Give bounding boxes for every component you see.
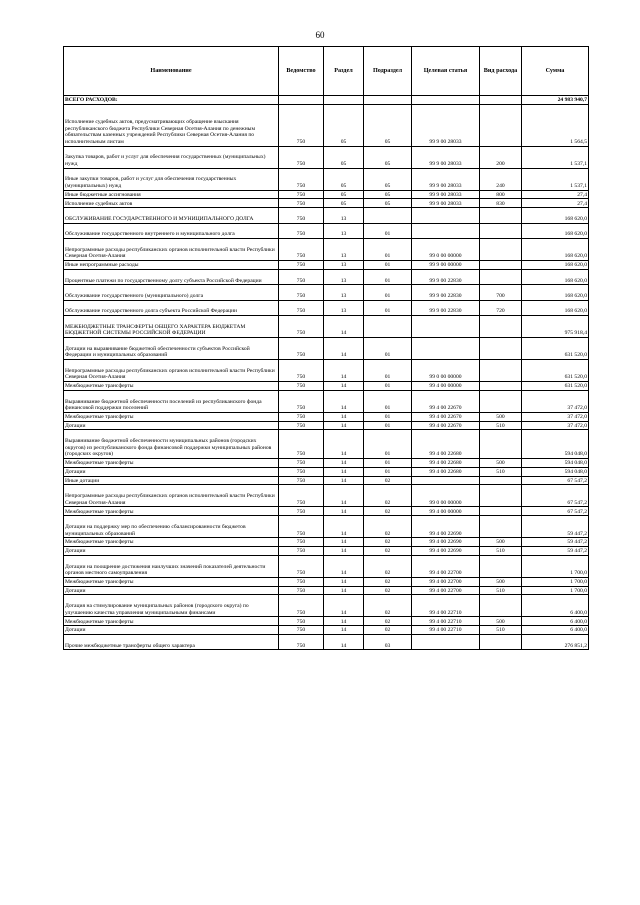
cell-celevaya-statya: 99 4 00 22700 <box>412 577 480 586</box>
cell-name: Межбюджетные трансферты <box>64 412 279 421</box>
cell-podrazdel: 01 <box>364 269 412 284</box>
cell-razdel: 14 <box>324 315 364 337</box>
cell-podrazdel: 01 <box>364 430 412 459</box>
table-row <box>64 421 589 430</box>
table-header-row <box>64 47 589 96</box>
cell-razdel: 14 <box>324 634 364 649</box>
cell-celevaya-statya <box>412 223 480 238</box>
table-row <box>64 146 589 168</box>
table-body <box>64 96 589 650</box>
cell-razdel: 13 <box>324 300 364 315</box>
cell-celevaya-statya: 99 4 00 22690 <box>412 538 480 547</box>
cell-razdel: 13 <box>324 260 364 269</box>
cell-celevaya-statya: 99 9 00 28033 <box>412 168 480 190</box>
cell-name: Дотации <box>64 586 279 595</box>
cell-celevaya-statya: 99 4 00 22670 <box>412 412 480 421</box>
cell-podrazdel: 02 <box>364 555 412 577</box>
cell-celevaya-statya: 99 9 00 28033 <box>412 104 480 146</box>
cell-podrazdel <box>364 208 412 223</box>
cell-name: Непрограммные расходы республиканских органов исполнительной власти Республики Северная Осетия-Алания <box>64 238 279 260</box>
cell-razdel: 14 <box>324 626 364 635</box>
cell-name: Дотации <box>64 467 279 476</box>
cell-razdel: 14 <box>324 507 364 516</box>
cell-celevaya-statya: 99 9 00 28033 <box>412 146 480 168</box>
cell-vedomstvo: 750 <box>279 381 324 390</box>
cell-celevaya-statya: 99 4 00 22680 <box>412 430 480 459</box>
cell-summa: 594 048,0 <box>522 458 589 467</box>
cell-razdel: 14 <box>324 381 364 390</box>
cell-vid-rashoda <box>480 260 522 269</box>
table-row <box>64 337 589 359</box>
cell-razdel: 13 <box>324 208 364 223</box>
table-row <box>64 485 589 507</box>
cell-vid-rashoda: 510 <box>480 546 522 555</box>
cell-vedomstvo: 750 <box>279 577 324 586</box>
cell-vedomstvo: 750 <box>279 208 324 223</box>
cell-razdel: 05 <box>324 190 364 199</box>
cell-name: Прочие межбюджетные трансферты общего характера <box>64 634 279 649</box>
cell-name: Дотация на стимулирование муниципальных районов (городского округа) по улучшению качества управления муниципальными финансами <box>64 595 279 617</box>
cell-razdel: 14 <box>324 467 364 476</box>
table-row <box>64 555 589 577</box>
cell-summa: 1 700,0 <box>522 577 589 586</box>
table-row <box>64 168 589 190</box>
cell-podrazdel: 01 <box>364 260 412 269</box>
cell-summa: 168 620,0 <box>522 260 589 269</box>
cell-vedomstvo: 750 <box>279 546 324 555</box>
cell-podrazdel: 01 <box>364 381 412 390</box>
cell-vid-rashoda <box>480 208 522 223</box>
cell-celevaya-statya: 99 9 00 22830 <box>412 300 480 315</box>
cell-summa: 168 620,0 <box>522 269 589 284</box>
cell-vid-rashoda <box>480 507 522 516</box>
cell-summa: 67 547,2 <box>522 485 589 507</box>
cell-vedomstvo: 750 <box>279 269 324 284</box>
cell-podrazdel: 02 <box>364 507 412 516</box>
cell-vedomstvo: 750 <box>279 617 324 626</box>
cell-podrazdel: 02 <box>364 546 412 555</box>
cell-vid-rashoda <box>480 381 522 390</box>
cell-podrazdel: 02 <box>364 577 412 586</box>
cell-vid-rashoda: 800 <box>480 190 522 199</box>
cell-vid-rashoda: 500 <box>480 577 522 586</box>
cell-vedomstvo: 750 <box>279 223 324 238</box>
cell-celevaya-statya: 99 0 00 00000 <box>412 238 480 260</box>
cell-summa: 6 400,0 <box>522 626 589 635</box>
table-row <box>64 104 589 146</box>
cell-celevaya-statya: 99 9 00 28033 <box>412 199 480 208</box>
cell-vid-rashoda <box>480 555 522 577</box>
cell-vid-rashoda: 200 <box>480 146 522 168</box>
cell-summa: 27,4 <box>522 199 589 208</box>
cell-razdel: 14 <box>324 359 364 381</box>
cell-razdel: 14 <box>324 476 364 485</box>
cell-summa: 6 400,0 <box>522 595 589 617</box>
cell-vedomstvo: 750 <box>279 516 324 538</box>
cell-vedomstvo: 750 <box>279 485 324 507</box>
table-row <box>64 516 589 538</box>
cell-podrazdel: 01 <box>364 285 412 300</box>
cell-name: Межбюджетные трансферты <box>64 577 279 586</box>
cell-summa: 631 520,0 <box>522 337 589 359</box>
cell-vedomstvo: 750 <box>279 190 324 199</box>
cell-celevaya-statya: 99 4 00 22680 <box>412 467 480 476</box>
cell-podrazdel: 01 <box>364 458 412 467</box>
cell-vid-rashoda: 830 <box>480 199 522 208</box>
cell-name: Дотации <box>64 421 279 430</box>
cell-vid-rashoda: 500 <box>480 538 522 547</box>
cell-vid-rashoda: 500 <box>480 412 522 421</box>
cell-vedomstvo: 750 <box>279 168 324 190</box>
cell-podrazdel: 05 <box>364 190 412 199</box>
header-vid-rashoda: Вид расхода <box>480 47 522 96</box>
cell-celevaya-statya: 99 4 00 22710 <box>412 617 480 626</box>
cell-vedomstvo: 750 <box>279 476 324 485</box>
cell-podrazdel: 01 <box>364 467 412 476</box>
cell-vid-rashoda: 510 <box>480 586 522 595</box>
cell-name: МЕЖБЮДЖЕТНЫЕ ТРАНСФЕРТЫ ОБЩЕГО ХАРАКТЕРА БЮДЖЕТАМ БЮДЖЕТНОЙ СИСТЕМЫ РОССИЙСКОЙ ФЕДЕРАЦИИ <box>64 315 279 337</box>
cell-summa: 168 620,0 <box>522 300 589 315</box>
cell-razdel: 13 <box>324 238 364 260</box>
cell-name: Иные бюджетные ассигнования <box>64 190 279 199</box>
cell-name: Непрограммные расходы республиканских органов исполнительной власти Республики Северная Осетия-Алания <box>64 359 279 381</box>
cell-name: Межбюджетные трансферты <box>64 507 279 516</box>
cell-summa: 59 447,2 <box>522 516 589 538</box>
cell-razdel: 14 <box>324 390 364 412</box>
cell-vedomstvo: 750 <box>279 412 324 421</box>
cell-name: Обслуживание государственного (муниципального) долга <box>64 285 279 300</box>
cell-name: Межбюджетные трансферты <box>64 538 279 547</box>
cell-razdel: 14 <box>324 546 364 555</box>
cell-razdel: 14 <box>324 412 364 421</box>
cell-name: Обслуживание государственного внутреннего и муниципального долга <box>64 223 279 238</box>
cell-vid-rashoda <box>480 104 522 146</box>
cell-razdel: 14 <box>324 538 364 547</box>
cell-razdel: 14 <box>324 458 364 467</box>
cell-summa: 37 472,0 <box>522 421 589 430</box>
cell-vid-rashoda <box>480 634 522 649</box>
cell-celevaya-statya <box>412 634 480 649</box>
table-row <box>64 300 589 315</box>
table-row <box>64 634 589 649</box>
cell-vid-rashoda <box>480 485 522 507</box>
cell-summa: 1 564,5 <box>522 104 589 146</box>
table-row <box>64 617 589 626</box>
cell-name: ОБСЛУЖИВАНИЕ ГОСУДАРСТВЕННОГО И МУНИЦИПАЛЬНОГО ДОЛГА <box>64 208 279 223</box>
cell-podrazdel: 05 <box>364 168 412 190</box>
table-row <box>64 208 589 223</box>
cell-name: Закупка товаров, работ и услуг для обеспечения государственных (муниципальных) нужд <box>64 146 279 168</box>
table-row <box>64 390 589 412</box>
cell-celevaya-statya: 99 4 00 22690 <box>412 516 480 538</box>
cell-vid-rashoda: 510 <box>480 467 522 476</box>
table-row <box>64 467 589 476</box>
cell-podrazdel: 05 <box>364 199 412 208</box>
cell-name: Иные закупки товаров, работ и услуг для обеспечения государственных (муниципальных) нужд <box>64 168 279 190</box>
cell-razdel: 14 <box>324 516 364 538</box>
cell-vedomstvo: 750 <box>279 104 324 146</box>
table-row <box>64 315 589 337</box>
header-celevaya-statya: Целевая статья <box>412 47 480 96</box>
cell-summa: 24 983 940,7 <box>522 96 589 105</box>
cell-razdel: 14 <box>324 577 364 586</box>
cell-podrazdel: 02 <box>364 586 412 595</box>
cell-razdel: 13 <box>324 223 364 238</box>
cell-vid-rashoda <box>480 315 522 337</box>
cell-vedomstvo <box>279 96 324 105</box>
cell-vid-rashoda: 700 <box>480 285 522 300</box>
table-row <box>64 260 589 269</box>
cell-celevaya-statya: 99 9 00 28033 <box>412 190 480 199</box>
cell-celevaya-statya: 99 4 00 22670 <box>412 421 480 430</box>
table-row <box>64 430 589 459</box>
cell-vedomstvo: 750 <box>279 390 324 412</box>
cell-name: Дотации <box>64 546 279 555</box>
cell-podrazdel <box>364 96 412 105</box>
cell-razdel: 05 <box>324 146 364 168</box>
cell-podrazdel: 01 <box>364 223 412 238</box>
cell-podrazdel: 01 <box>364 238 412 260</box>
cell-name: Выравнивание бюджетной обеспеченности муниципальных районов (городских округов) из республиканского фонда финансовой поддержки муниципальных районов (городских округов) <box>64 430 279 459</box>
cell-podrazdel: 01 <box>364 421 412 430</box>
cell-vedomstvo: 750 <box>279 199 324 208</box>
cell-vedomstvo: 750 <box>279 315 324 337</box>
cell-summa: 168 620,0 <box>522 208 589 223</box>
cell-podrazdel: 03 <box>364 634 412 649</box>
cell-vedomstvo: 750 <box>279 634 324 649</box>
cell-summa: 37 472,0 <box>522 412 589 421</box>
cell-summa: 168 620,0 <box>522 238 589 260</box>
cell-podrazdel: 02 <box>364 626 412 635</box>
cell-celevaya-statya: 99 4 00 22670 <box>412 390 480 412</box>
cell-vedomstvo: 750 <box>279 467 324 476</box>
cell-vedomstvo: 750 <box>279 359 324 381</box>
cell-vid-rashoda <box>480 96 522 105</box>
cell-razdel: 14 <box>324 595 364 617</box>
cell-summa: 168 620,0 <box>522 223 589 238</box>
cell-vedomstvo: 750 <box>279 285 324 300</box>
cell-name: Дотации на поощрение достижения наилучших значений показателей деятельности органов местного самоуправления <box>64 555 279 577</box>
cell-summa: 168 620,0 <box>522 285 589 300</box>
table-row <box>64 190 589 199</box>
cell-celevaya-statya: 99 9 00 22830 <box>412 269 480 284</box>
cell-podrazdel: 01 <box>364 300 412 315</box>
cell-vid-rashoda: 240 <box>480 168 522 190</box>
cell-summa: 1 700,0 <box>522 555 589 577</box>
header-podrazdel: Подраздел <box>364 47 412 96</box>
cell-name: Межбюджетные трансферты <box>64 617 279 626</box>
cell-celevaya-statya <box>412 208 480 223</box>
cell-podrazdel: 05 <box>364 146 412 168</box>
cell-name: Выравнивание бюджетной обеспеченности поселений из республиканского фонда финансовой поддержки поселений <box>64 390 279 412</box>
header-summa: Сумма <box>522 47 589 96</box>
table-row <box>64 586 589 595</box>
cell-razdel: 05 <box>324 199 364 208</box>
table-row <box>64 476 589 485</box>
table-row <box>64 458 589 467</box>
cell-celevaya-statya: 99 4 00 22710 <box>412 595 480 617</box>
cell-vedomstvo: 750 <box>279 421 324 430</box>
cell-celevaya-statya: 99 9 00 00000 <box>412 260 480 269</box>
cell-summa: 6 400,0 <box>522 617 589 626</box>
cell-summa: 1 537,1 <box>522 146 589 168</box>
cell-podrazdel: 02 <box>364 476 412 485</box>
cell-razdel: 14 <box>324 430 364 459</box>
cell-vedomstvo: 750 <box>279 146 324 168</box>
cell-summa: 1 700,0 <box>522 586 589 595</box>
table-row <box>64 546 589 555</box>
header-name: Наименование <box>64 47 279 96</box>
cell-celevaya-statya: 99 9 00 22830 <box>412 285 480 300</box>
cell-podrazdel: 02 <box>364 538 412 547</box>
table-row <box>64 199 589 208</box>
cell-name: Дотации на поддержку мер по обеспечению сбалансированности бюджетов муниципальных образований <box>64 516 279 538</box>
cell-vid-rashoda: 510 <box>480 421 522 430</box>
cell-vid-rashoda <box>480 238 522 260</box>
table-row <box>64 626 589 635</box>
cell-vid-rashoda <box>480 390 522 412</box>
cell-celevaya-statya: 99 4 00 22700 <box>412 586 480 595</box>
cell-podrazdel: 02 <box>364 516 412 538</box>
cell-summa: 67 547,2 <box>522 476 589 485</box>
cell-summa: 276 851,2 <box>522 634 589 649</box>
cell-summa: 1 537,1 <box>522 168 589 190</box>
cell-summa: 59 447,2 <box>522 546 589 555</box>
cell-summa: 37 472,0 <box>522 390 589 412</box>
table-row <box>64 238 589 260</box>
cell-name: Дотации на выравнивание бюджетной обеспеченности субъектов Российской Федерации и муниципальных образований <box>64 337 279 359</box>
cell-vid-rashoda: 500 <box>480 458 522 467</box>
cell-celevaya-statya <box>412 315 480 337</box>
table-row <box>64 595 589 617</box>
header-razdel: Раздел <box>324 47 364 96</box>
cell-celevaya-statya: 99 0 00 00000 <box>412 485 480 507</box>
cell-summa: 59 447,2 <box>522 538 589 547</box>
cell-razdel <box>324 96 364 105</box>
cell-name: Исполнение судебных актов <box>64 199 279 208</box>
cell-name: Дотации <box>64 626 279 635</box>
cell-vedomstvo: 750 <box>279 595 324 617</box>
cell-razdel: 14 <box>324 586 364 595</box>
cell-razdel: 14 <box>324 617 364 626</box>
table-row <box>64 507 589 516</box>
table-row <box>64 269 589 284</box>
cell-name: Непрограммные расходы республиканских органов исполнительной власти Республики Северная Осетия-Алания <box>64 485 279 507</box>
cell-razdel: 13 <box>324 269 364 284</box>
cell-vid-rashoda <box>480 516 522 538</box>
page-number: 60 <box>315 30 325 40</box>
cell-vedomstvo: 750 <box>279 430 324 459</box>
cell-podrazdel: 01 <box>364 359 412 381</box>
cell-vedomstvo: 750 <box>279 586 324 595</box>
cell-vedomstvo: 750 <box>279 555 324 577</box>
cell-summa: 27,4 <box>522 190 589 199</box>
cell-name: Иные дотации <box>64 476 279 485</box>
cell-summa: 975 918,4 <box>522 315 589 337</box>
cell-vedomstvo: 750 <box>279 260 324 269</box>
cell-vid-rashoda <box>480 269 522 284</box>
cell-vedomstvo: 750 <box>279 538 324 547</box>
cell-razdel: 05 <box>324 104 364 146</box>
table-row <box>64 285 589 300</box>
cell-name: Исполнение судебных актов, предусматривающих обращение взыскания республиканского бюджета Республики Северная Осетия-Алания по денежным обязательствам казенных учреждений Республики Северная Осетия-Алания по исполнительным листам <box>64 104 279 146</box>
cell-razdel: 05 <box>324 168 364 190</box>
cell-vedomstvo: 750 <box>279 300 324 315</box>
cell-name: Иные непрограммные расходы <box>64 260 279 269</box>
cell-celevaya-statya <box>412 96 480 105</box>
cell-name: ВСЕГО РАСХОДОВ: <box>64 96 279 105</box>
cell-celevaya-statya: 99 4 00 22700 <box>412 555 480 577</box>
cell-vid-rashoda <box>480 430 522 459</box>
cell-summa: 631 520,0 <box>522 381 589 390</box>
cell-vid-rashoda <box>480 359 522 381</box>
cell-vedomstvo: 750 <box>279 458 324 467</box>
cell-vid-rashoda: 510 <box>480 626 522 635</box>
table-row <box>64 223 589 238</box>
cell-vid-rashoda: 500 <box>480 617 522 626</box>
cell-vid-rashoda <box>480 476 522 485</box>
cell-razdel: 13 <box>324 285 364 300</box>
cell-vid-rashoda: 720 <box>480 300 522 315</box>
cell-name: Обслуживание государственного долга субъекта Российской Федерации <box>64 300 279 315</box>
cell-summa: 631 520,0 <box>522 359 589 381</box>
cell-vid-rashoda <box>480 595 522 617</box>
cell-razdel: 14 <box>324 421 364 430</box>
cell-razdel: 14 <box>324 337 364 359</box>
cell-summa: 67 547,2 <box>522 507 589 516</box>
cell-vedomstvo: 750 <box>279 337 324 359</box>
table-row <box>64 96 589 105</box>
budget-table <box>63 46 589 650</box>
cell-podrazdel: 05 <box>364 104 412 146</box>
cell-celevaya-statya: 99 4 00 00000 <box>412 507 480 516</box>
cell-podrazdel: 01 <box>364 390 412 412</box>
cell-podrazdel: 01 <box>364 337 412 359</box>
cell-podrazdel: 02 <box>364 485 412 507</box>
cell-podrazdel: 02 <box>364 617 412 626</box>
table-row <box>64 577 589 586</box>
table-row <box>64 359 589 381</box>
cell-celevaya-statya: 99 0 00 00000 <box>412 359 480 381</box>
cell-celevaya-statya: 99 4 00 22710 <box>412 626 480 635</box>
cell-vid-rashoda <box>480 337 522 359</box>
cell-podrazdel: 02 <box>364 595 412 617</box>
table-row <box>64 412 589 421</box>
cell-razdel: 14 <box>324 485 364 507</box>
cell-celevaya-statya: 99 4 00 22690 <box>412 546 480 555</box>
cell-celevaya-statya <box>412 476 480 485</box>
cell-vedomstvo: 750 <box>279 626 324 635</box>
cell-summa: 594 048,0 <box>522 467 589 476</box>
header-vedomstvo: Ведомство <box>279 47 324 96</box>
cell-celevaya-statya: 99 4 00 00000 <box>412 381 480 390</box>
cell-celevaya-statya: 99 4 00 22680 <box>412 458 480 467</box>
cell-name: Межбюджетные трансферты <box>64 381 279 390</box>
cell-razdel: 14 <box>324 555 364 577</box>
cell-podrazdel: 01 <box>364 412 412 421</box>
cell-name: Межбюджетные трансферты <box>64 458 279 467</box>
table-row <box>64 538 589 547</box>
table-row <box>64 381 589 390</box>
cell-name: Процентные платежи по государственному долгу субъекта Российской Федерации <box>64 269 279 284</box>
cell-summa: 594 048,0 <box>522 430 589 459</box>
cell-vedomstvo: 750 <box>279 507 324 516</box>
cell-celevaya-statya <box>412 337 480 359</box>
cell-vedomstvo: 750 <box>279 238 324 260</box>
cell-vid-rashoda <box>480 223 522 238</box>
cell-podrazdel <box>364 315 412 337</box>
